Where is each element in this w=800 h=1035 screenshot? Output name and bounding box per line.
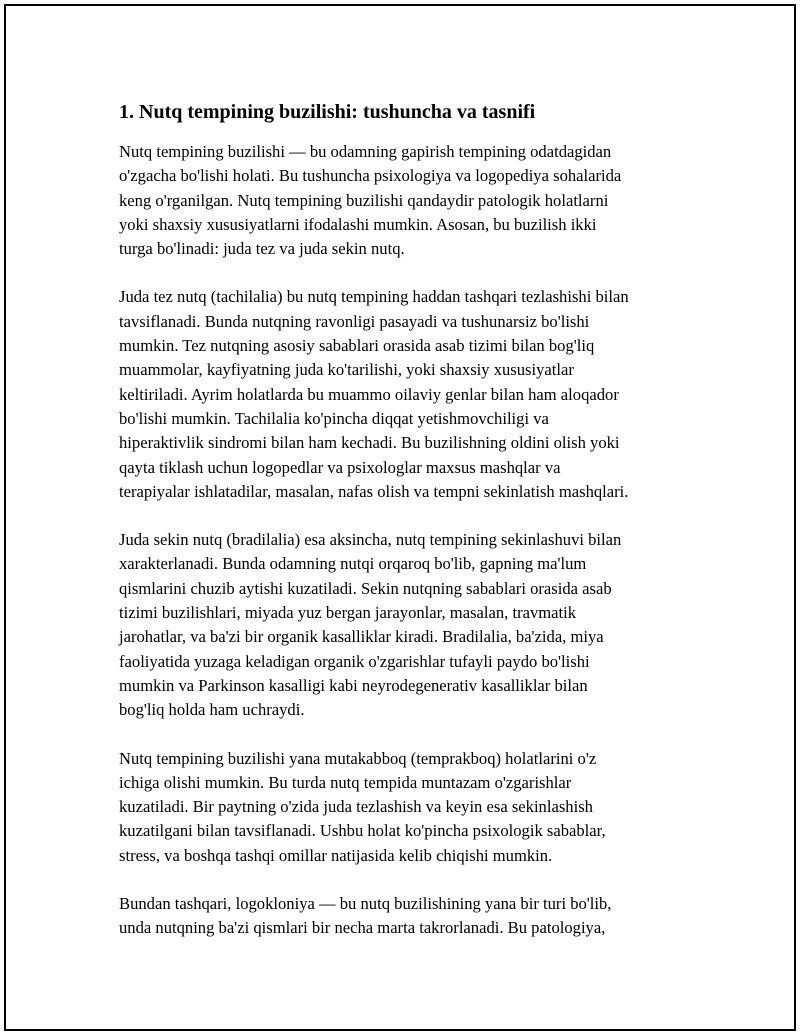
paragraph-tachilalia: Juda tez nutq (tachilalia) bu nutq tempining haddan tashqari tezlashishi bilan tavsiflanadi. Bunda nutqning ravonligi pasayadi va tushunarsiz bo'lishi mumkin. Tez nutqning asosiy sabablari orasida asab tizimi bilan bog'liq muammolar, kayfiyatning juda ko'tarilishi, yoki shaxsiy xususiyatlar keltiriladi. Ayrim holatlarda bu muammo oilaviy genlar bilan ham aloqador bo'lishi mumkin. Tachilalia ko'pincha diqqat yetishmovchiligi va hiperaktivlik sindromi bilan ham kechadi. Bu buzilishning oldini olish yoki qayta tiklash uchun logopedlar va psixologlar maxsus mashqlar va terapiyalar ishlatadilar, masalan, nafas olish va tempni sekinlatish mashqlari.: [119, 287, 629, 501]
paragraph-bradilalia: Juda sekin nutq (bradilalia) esa aksincha, nutq tempining sekinlashuvi bilan xarakterlanadi. Bunda odamning nutqi orqaroq bo'lib, gapning ma'lum qismlarini chuzib aytishi kuzatiladi. Sekin nutqning sabablari orasida asab tizimi buzilishlari, miyada yuz bergan jarayonlar, masalan, travmatik jarohatlar, va ba'zi bir organik kasalliklar kiradi. Bradilalia, ba'zida, miya faoliyatida yuzaga keladigan organik o'zgarishlar tufayli paydo bo'lishi mumkin va Parkinson kasalligi kabi neyrodegenerativ kasalliklar bilan bog'liq holda ham uchraydi.: [119, 530, 622, 720]
paragraph-intro: Nutq tempining buzilishi — bu odamning gapirish tempining odatdagidan o'zgacha bo'lishi holati. Bu tushuncha psixologiya va logopediya sohalarida keng o'rganilgan. Nutq tempining buzilishi qandaydir patologik holatlarni yoki shaxsiy xususiyatlarni ifodalashi mumkin. Asosan, bu buzilish ikki turga bo'linadi: juda tez va juda sekin nutq.: [119, 142, 622, 259]
paragraph-mutakabboq: Nutq tempining buzilishi yana mutakabboq (temprakboq) holatlarini o'z ichiga olishi mumkin. Bu turda nutq tempida muntazam o'zgarishlar kuzatiladi. Bir paytning o'zida juda tezlashish va keyin esa sekinlashish kuzatilgani bilan tavsiflanadi. Ushbu holat ko'pincha psixologik sabablar, stress, va boshqa tashqi omillar natijasida kelib chiqishi mumkin.: [119, 748, 606, 865]
page-frame: [4, 4, 796, 1031]
section-heading: 1. Nutq tempining buzilishi: tushuncha va tasnifi: [119, 101, 536, 123]
paragraph-logokloniya: Bundan tashqari, logokloniya — bu nutq buzilishining yana bir turi bo'lib, unda nutqning ba'zi qismlari bir necha marta takrorlanadi. Bu patologiya,: [119, 894, 612, 938]
document-body: [119, 98, 699, 965]
